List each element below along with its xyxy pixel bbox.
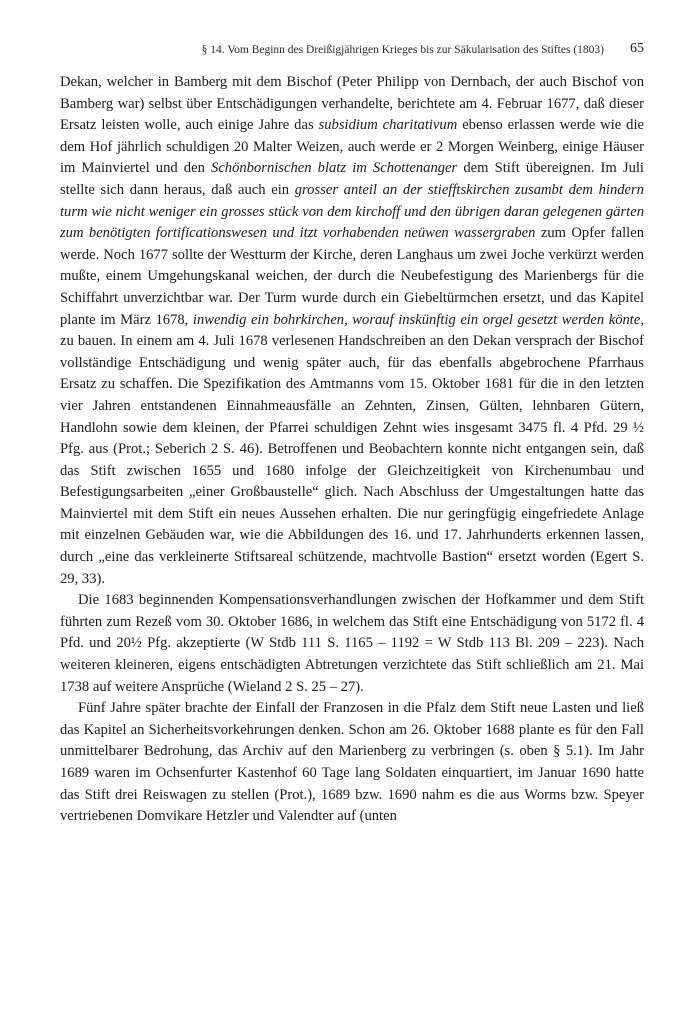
text-run: , zu bauen. In einem am 4. Juli 1678 verlesenen Handschreiben an den Dekan versprach der Bischof vollständige Entschädigung und wenig später auch, für das ebenfalls abgebrochene Pfarrhaus Ersatz zu schaffen. Die Spezifikation des Amtmanns vom 15. Oktober 1681 für die in den letzten vier Jahren entstandenen Einnahmeausfälle an Zehnten, Zinsen, Gülten, lehnbaren Gütern, Handlohn sowie dem kleinen, der Pfarrei schuldigen Zehnt wies insgesamt 3475 fl. 4 Pfd. 29 ½ Pfg. aus (Prot.; Seberich 2 S. 46). Betroffenen und Beobachtern konnte nicht entgangen sein, daß das Stift zwischen 1655 und 1680 infolge der Gleichzeitigkeit von Kirchenumbau und Befestigungsarbeiten „einer Großbaustelle“ glich. Nach Abschluss der Umgestaltungen hatte das Mainviertel mit dem Stift ein neues Aussehen erhalten. Die nur geringfügig eingefriedete Anlage mit einzelnen Gebäuden war, wie die Abbildungen des 16. und 17. Jahrhunderts erkennen lassen, durch „eine das verkleinerte Stiftsareal schützende, machtvolle Bastion“ ersetzt worden (Egert S. 29, 33). xyxy=(60,311,644,587)
text-run: zum Opfer fallen werde. Noch 1677 sollte der Westturm der Kirche, deren Langhaus um zwei Joche verkürzt werden mußte, einem Umgehungskanal weichen, der durch die Neubefestigung des Marienbergs für die Schiffahrt unverzichtbar war. Der Turm wurde durch ein Giebeltürmchen ersetzt, und das Kapitel plante im März 1678, xyxy=(60,225,644,328)
text-run: Fünf Jahre später brachte der Einfall der Franzosen in die Pfalz dem Stift neue Lasten und ließ das Kapitel an Sicherheitsvorkehrungen denken. Schon am 26. Oktober 1688 plante es für den Fall unmittelbarer Bedrohung, das Archiv auf den Marienberg zu verbringen (s. oben § 5.1). Im Jahr 1689 waren im Ochsenfurter Kastenhof 60 Tage lang Soldaten einquartiert, im Januar 1690 hatte das Stift drei Reiswagen zu stellen (Prot.), 1689 bzw. 1690 nahm es die aus Worms bzw. Speyer vertriebenen Domvikare Hetzler und Valendter auf (unten xyxy=(60,700,644,825)
text-run: Die 1683 beginnenden Kompensationsverhandlungen zwischen der Hofkammer und dem Stift führten zum Rezeß vom 30. Oktober 1686, in welchem das Stift eine Entschädigung von 5172 fl. 4 Pfd. und 20½ Pfg. akzeptierte (W Stdb 111 S. 1165 – 1192 = W Stdb 113 Bl. 209 – 223). Nach weiteren kleineren, eigens entschädigten Abtretungen verzichtete das Stift schließlich am 21. Mai 1738 auf weitere Ansprüche (Wieland 2 S. 25 – 27). xyxy=(60,592,644,695)
source-quote: grosser anteil an der stiefftskirchen zusambt dem hindern turm wie nicht weniger ein grosses stück von dem kirchoff und den übrigen daran gelegenen gärten zum benötigten fortificationswesen und itzt vorhabenden neüwen wassergraben xyxy=(60,181,644,242)
source-quote: inwendig ein bohrkirchen, worauf inskünftig ein orgel gesetzt werden könte xyxy=(192,311,641,328)
paragraph-1 xyxy=(60,72,644,590)
text-run: dem Stift übereignen. Im Juli stellte sich dann heraus, daß auch ein xyxy=(60,160,644,198)
body-text xyxy=(60,72,644,828)
text-run: ebenso erlassen werde wie die dem Hof jährlich schuldigen 20 Malter Weizen, auch werde er 2 Morgen Weinberg, einige Häuser im Mainviertel und den xyxy=(60,117,644,177)
paragraph-2 xyxy=(60,590,644,698)
latin-quote: subsidium charitativum xyxy=(318,117,458,134)
page-number: 65 xyxy=(630,41,644,56)
running-title: § 14. Vom Beginn des Dreißigjährigen Krieges bis zur Säkularisation des Stiftes (1803) xyxy=(201,44,604,56)
text-run: Dekan, welcher in Bamberg mit dem Bischof (Peter Philipp von Dernbach, der auch Bischof von Bamberg war) selbst über Entschädigungen verhandelte, berichtete am 4. Februar 1677, daß dieser Ersatz leisten wolle, auch einige Jahre das xyxy=(60,74,644,134)
paragraph-3 xyxy=(60,698,644,828)
quoted-place-name: Schönbornischen blatz im Schottenanger xyxy=(211,160,458,177)
running-head xyxy=(60,40,644,60)
